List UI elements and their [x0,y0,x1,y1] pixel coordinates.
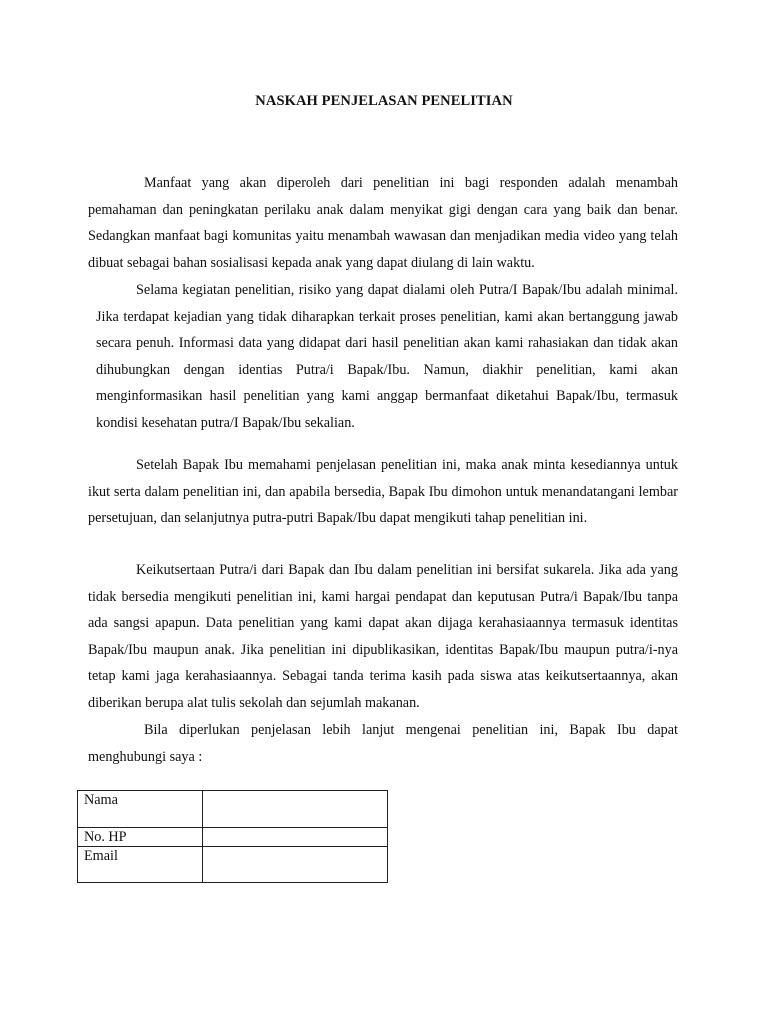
page-title: NASKAH PENJELASAN PENELITIAN [255,93,513,109]
contact-label-hp: No. HP [78,828,203,847]
contact-value-nama [203,791,388,828]
table-row [78,791,388,828]
paragraph-consent: Setelah Bapak Ibu memahami penjelasan penelitian ini, maka anak minta kesediannya untuk ikut serta dalam penelitian ini, dan apabila bersedia, Bapak Ibu dimohon untuk menandatangani lembar persetujuan, dan selanjutnya putra-putri Bapak/Ibu dapat mengikuti tahap penelitian ini. [88,457,678,527]
contact-table [77,790,388,883]
paragraph-contact: Bila diperlukan penjelasan lebih lanjut mengenai penelitian ini, Bapak Ibu dapat menghubungi saya : [88,722,678,765]
contact-label-email: Email [78,847,203,883]
paragraph-voluntary: Keikutsertaan Putra/i dari Bapak dan Ibu dalam penelitian ini bersifat sukarela. Jika ada yang tidak bersedia mengikuti penelitian ini, kami hargai pendapat dan keputusan Putra/i Bapak/Ibu tanpa ada sangsi apapun. Data penelitian yang kami dapat akan dijaga kerahasiaannya termasuk identitas Bapak/Ibu maupun anak. Jika penelitian ini dipublikasikan, identitas Bapak/Ibu maupun putra/i-nya tetap kami jaga kerahasiaannya. Sebagai tanda terima kasih pada siswa atas keikutsertaannya, akan diberikan berupa alat tulis sekolah dan sejumlah makanan. [88,562,678,711]
contact-value-email [203,847,388,883]
paragraph-risks: Selama kegiatan penelitian, risiko yang dapat dialami oleh Putra/I Bapak/Ibu adalah minimal. Jika terdapat kejadian yang tidak diharapkan terkait proses penelitian, kami akan bertanggung jawab secara penuh. Informasi data yang didapat dari hasil penelitian akan kami rahasiakan dan tidak akan dihubungkan dengan identias Putra/i Bapak/Ibu. Namun, diakhir penelitian, kami akan menginformasikan hasil penelitian yang kami anggap bermanfaat diketahui Bapak/Ibu, termasuk kondisi kesehatan putra/I Bapak/Ibu sekalian. [96,282,678,431]
contact-label-nama: Nama [78,791,203,828]
paragraph-benefits: Manfaat yang akan diperoleh dari penelitian ini bagi responden adalah menambah pemahaman dan peningkatan perilaku anak dalam menyikat gigi dengan cara yang baik dan benar. Sedangkan manfaat bagi komunitas yaitu menambah wawasan dan menjadikan media video yang telah dibuat sebagai bahan sosialisasi kepada anak yang dapat diulang di lain waktu. [88,175,678,271]
contact-value-hp [203,828,388,847]
table-row [78,847,388,883]
table-row [78,828,388,847]
